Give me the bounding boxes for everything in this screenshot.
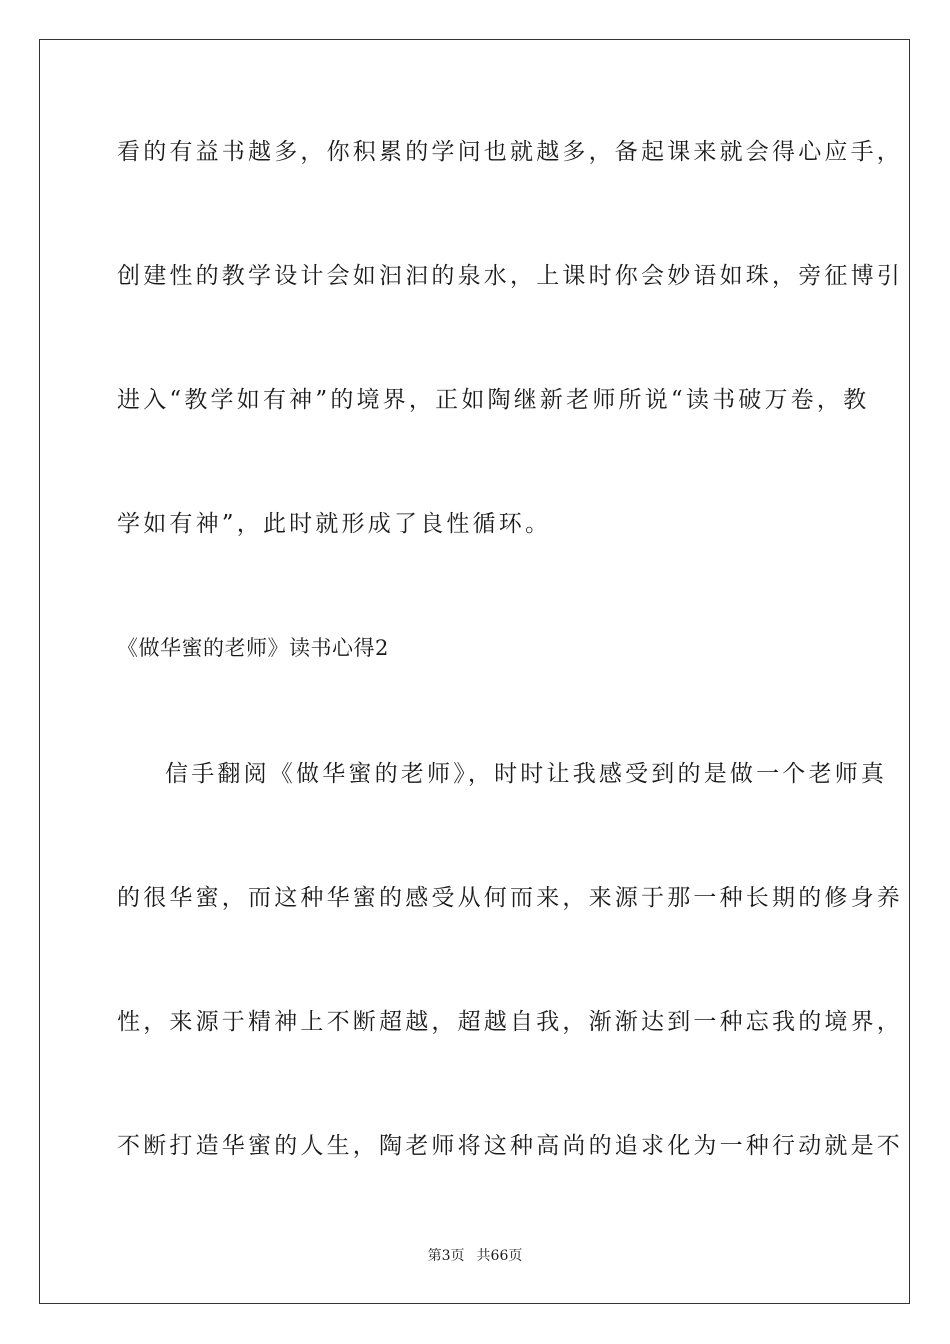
paragraph-line: 不断打造华蜜的人生，陶老师将这种高尚的追求化为一种行动就是不	[117, 1133, 903, 1159]
paragraph-line: 创建性的教学设计会如汩汩的泉水，上课时你会妙语如珠，旁征博引	[117, 263, 903, 289]
paragraph-line: 看的有益书越多，你积累的学问也就越多，备起课来就会得心应手，	[117, 139, 903, 165]
paragraph-line: 信手翻阅《做华蜜的老师》，时时让我感受到的是做一个老师真	[165, 761, 888, 787]
paragraph-line: 学如有神”，此时就形成了良性循环。	[117, 511, 552, 537]
paragraph-line: 性，来源于精神上不断超越，超越自我，渐渐达到一种忘我的境界，	[117, 1009, 903, 1035]
paragraph-line: 进入“教学如有神”的境界，正如陶继新老师所说“读书破万卷，教	[117, 387, 870, 413]
section-heading: 《做华蜜的老师》读书心得2	[117, 636, 389, 660]
page-number: 第3页	[427, 1248, 465, 1264]
page-total: 共66页	[476, 1248, 523, 1264]
page-border	[39, 39, 910, 1304]
page-footer	[0, 1247, 950, 1265]
paragraph-line: 的很华蜜，而这种华蜜的感受从何而来，来源于那一种长期的修身养	[117, 885, 903, 911]
